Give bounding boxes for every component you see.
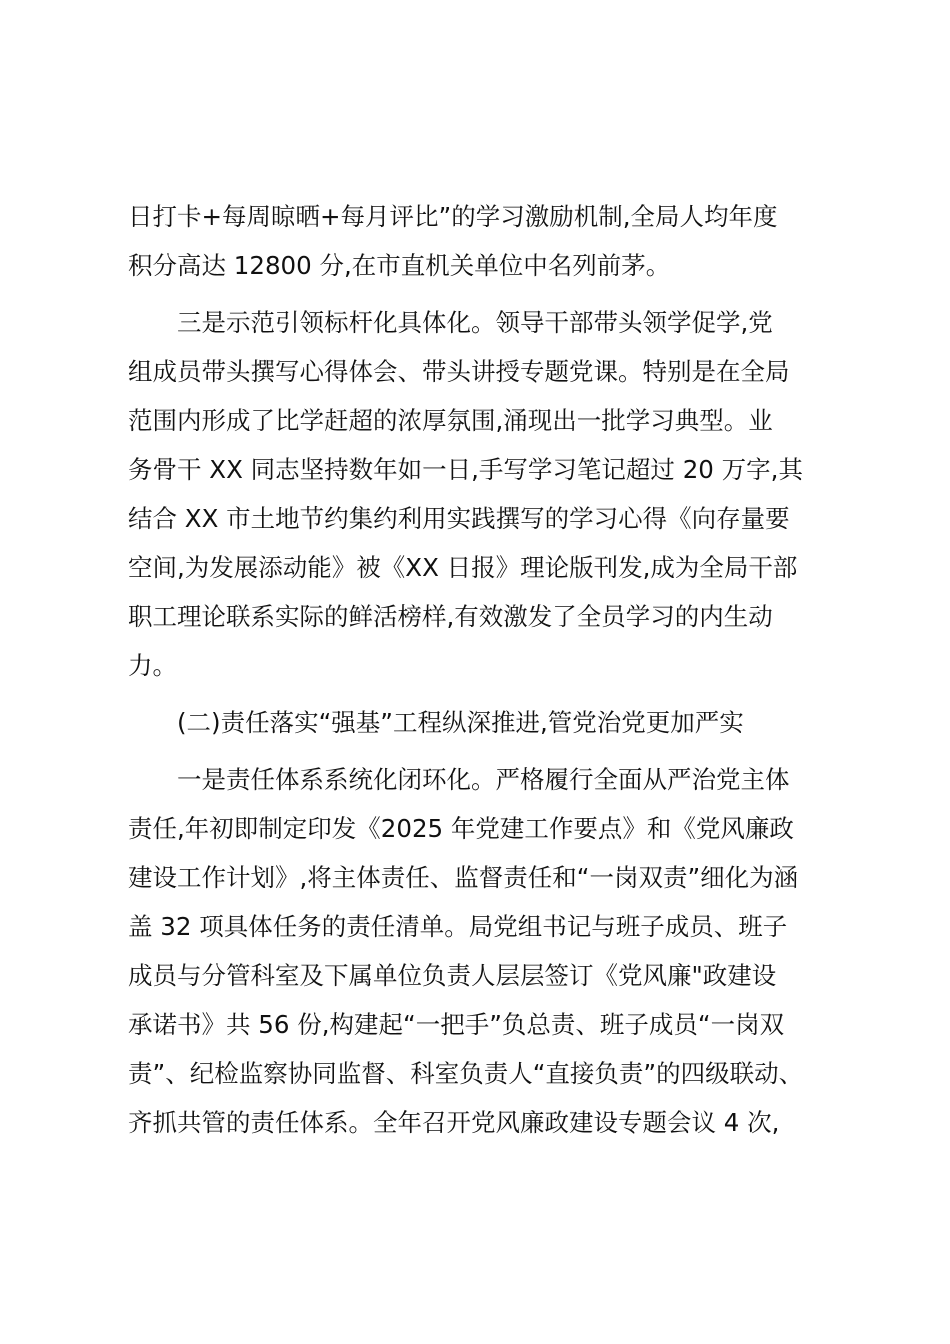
text-line: 空间,为发展添动能》被《XX 日报》理论版刊发,成为全局干部 xyxy=(128,553,798,582)
section-heading xyxy=(128,698,828,747)
text-line: 力。 xyxy=(128,651,177,680)
text-line: 三是示范引领标杆化具体化。领导干部带头领学促学,党 xyxy=(177,308,773,337)
text-line: 齐抓共管的责任体系。全年召开党风廉政建设专题会议 4 次, xyxy=(128,1108,780,1137)
text-line: 责任,年初即制定印发《2025 年党建工作要点》和《党风廉政 xyxy=(128,814,794,843)
paragraph-responsibility-system xyxy=(128,755,828,1147)
text-line: 结合 XX 市土地节约集约利用实践撰写的学习心得《向存量要 xyxy=(128,504,790,533)
text-line: 积分高达 12800 分,在市直机关单位中名列前茅。 xyxy=(128,251,671,280)
text-line: 职工理论联系实际的鲜活榜样,有效激发了全员学习的内生动 xyxy=(128,602,773,631)
text-line: 建设工作计划》,将主体责任、监督责任和“一岗双责”细化为涵 xyxy=(128,863,799,892)
text-line: 日打卡+每周晾晒+每月评比”的学习激励机制,全局人均年度 xyxy=(128,202,778,231)
text-line: 一是责任体系系统化闭环化。严格履行全面从严治党主体 xyxy=(177,765,790,794)
text-line: 盖 32 项具体任务的责任清单。局党组书记与班子成员、班子 xyxy=(128,912,788,941)
paragraph-role-model xyxy=(128,298,828,690)
text-line: 范围内形成了比学赶超的浓厚氛围,涌现出一批学习典型。业 xyxy=(128,406,773,435)
paragraph-incentive-continuation xyxy=(128,192,828,290)
text-line: 成员与分管科室及下属单位负责人层层签订《党风廉"政建设 xyxy=(128,961,777,990)
text-line: 组成员带头撰写心得体会、带头讲授专题党课。特别是在全局 xyxy=(128,357,790,386)
text-line: 务骨干 XX 同志坚持数年如一日,手写学习笔记超过 20 万字,其 xyxy=(128,455,803,484)
text-line: 责”、纪检监察协同监督、科室负责人“直接负责”的四级联动、 xyxy=(128,1059,804,1088)
text-line: 承诺书》共 56 份,构建起“一把手”负总责、班子成员“一岗双 xyxy=(128,1010,785,1039)
heading-line: (二)责任落实“强基”工程纵深推进,管党治党更加严实 xyxy=(177,708,744,737)
document-body xyxy=(128,192,828,1147)
